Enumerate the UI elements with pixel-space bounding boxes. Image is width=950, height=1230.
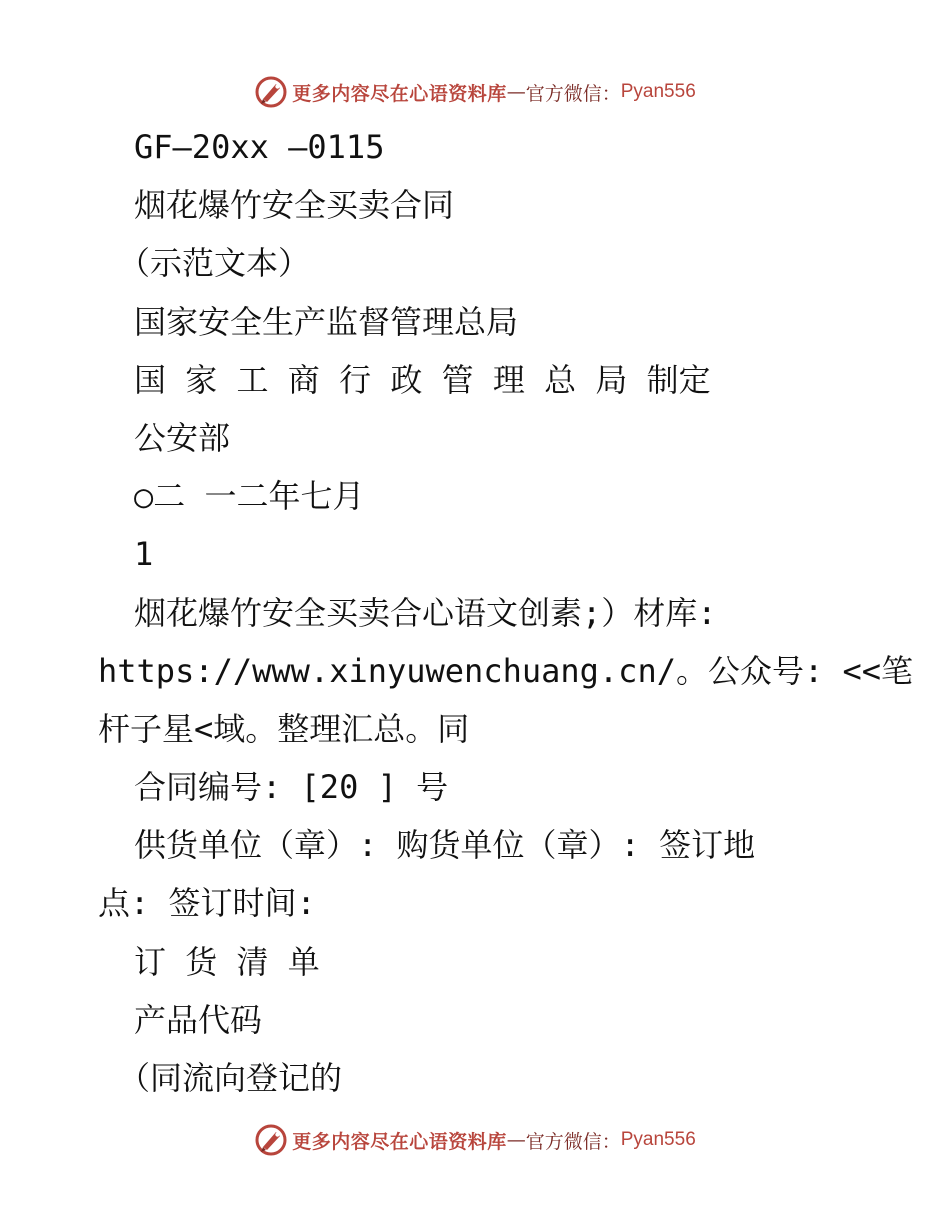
document-code: GF—20xx —0115 (134, 128, 385, 166)
banner-dash: — (506, 1129, 526, 1151)
product-code-label: 产品代码 (134, 1000, 263, 1039)
parties-line-2: 点: 签订时间: (98, 884, 316, 923)
header-banner (0, 72, 950, 112)
document-subtitle: （示范文本） (118, 244, 311, 283)
paragraph-1-line-1: 烟花爆竹安全买卖合心语文创素;）材库: (134, 593, 717, 632)
paragraph-1-line-3: 杆子星<域。整理汇总。同 (98, 709, 470, 748)
banner-main-text: 更多内容尽在心语资料库 (292, 1130, 507, 1153)
document-body (0, 118, 950, 1107)
banner-official-text: 官方微信： (525, 82, 621, 105)
library-logo-icon (254, 75, 288, 109)
issue-date: ○二 一二年七月 (134, 477, 365, 516)
banner-official-text: 官方微信： (525, 1130, 621, 1153)
banner-wechat-id: Pyan556 (620, 81, 696, 102)
flow-note: （同流向登记的 (118, 1059, 343, 1097)
issuer-line-1: 国家安全生产监督管理总局 (134, 302, 519, 341)
footer-banner (0, 1120, 950, 1160)
banner-main-text: 更多内容尽在心语资料库 (292, 82, 507, 105)
banner-dash: — (506, 81, 526, 103)
issuer-line-3: 公安部 (134, 418, 231, 457)
document-title: 烟花爆竹安全买卖合同 (134, 186, 455, 225)
paragraph-1-line-2: https://www.xinyuwenchuang.cn/。公众号: <<笔 (98, 651, 914, 690)
contract-number: 合同编号: [20 ] 号 (134, 768, 449, 807)
order-list-heading: 订 货 清 单 (134, 942, 320, 981)
issuer-line-2: 国 家 工 商 行 政 管 理 总 局 制定 (134, 360, 711, 399)
page-number: 1 (134, 535, 154, 574)
banner-wechat-id: Pyan556 (620, 1129, 696, 1150)
library-logo-icon (254, 1123, 288, 1157)
parties-line-1: 供货单位（章）: 购货单位（章）: 签订地 (134, 826, 756, 865)
